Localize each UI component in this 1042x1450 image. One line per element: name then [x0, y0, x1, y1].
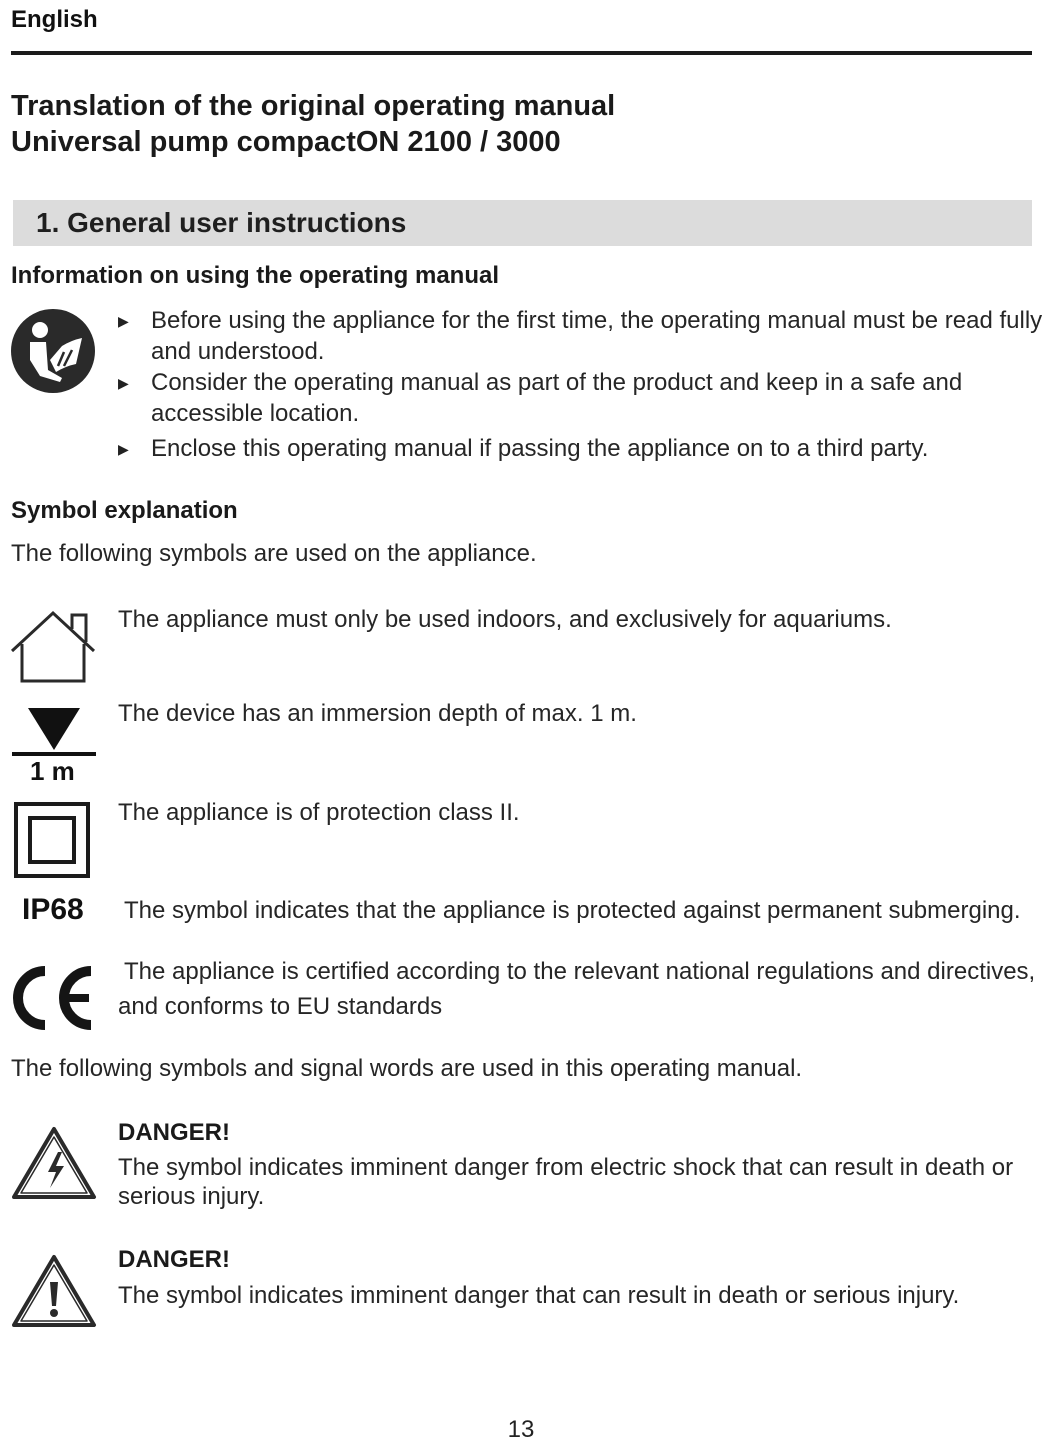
- symbol-description: The appliance is of protection class II.: [118, 799, 520, 826]
- symbol-description: The appliance is certified according to the relevant national regulations and directives,: [124, 958, 1036, 985]
- danger-label: DANGER!: [118, 1246, 230, 1273]
- danger-description: The symbol indicates imminent danger from electric shock that can result in death or: [118, 1154, 1014, 1181]
- symbol-description: The appliance must only be used indoors, and exclusively for aquariums.: [118, 606, 892, 633]
- symbols-intro: The following symbols are used on the appliance.: [11, 540, 537, 567]
- symbol-description: The symbol indicates that the appliance is protected against permanent submerging.: [124, 897, 1021, 924]
- bullet-marker: ▶: [118, 375, 129, 391]
- electric-shock-warning-icon: [12, 1126, 96, 1200]
- ip68-label: IP68: [22, 893, 84, 926]
- symbol-explanation-heading: Symbol explanation: [11, 497, 238, 524]
- bullet-text: Before using the appliance for the first time, the operating manual must be read fully: [151, 307, 1042, 334]
- document-title: Translation of the original operating manual: [11, 90, 616, 122]
- protection-class-ii-icon: [14, 802, 90, 878]
- bullet-marker: ▶: [118, 441, 129, 457]
- manual-info-heading: Information on using the operating manual: [11, 262, 500, 289]
- signal-words-intro: The following symbols and signal words are used in this operating manual.: [11, 1055, 803, 1082]
- read-manual-icon: [10, 308, 96, 394]
- product-title: Universal pump compactON 2100 / 3000: [11, 126, 561, 158]
- immersion-depth-label: 1 m: [30, 756, 75, 786]
- language-label: English: [11, 6, 98, 33]
- ce-mark-icon: [11, 965, 97, 1031]
- header-divider: [11, 51, 1032, 55]
- house-icon: [10, 611, 96, 683]
- bullet-text: accessible location.: [151, 400, 360, 427]
- page-number: 13: [507, 1416, 535, 1443]
- immersion-depth-icon: [12, 706, 96, 756]
- danger-description: The symbol indicates imminent danger that can result in death or serious injury.: [118, 1282, 960, 1309]
- danger-label: DANGER!: [118, 1119, 230, 1146]
- bullet-text: and understood.: [151, 338, 325, 365]
- bullet-marker: ▶: [118, 313, 129, 329]
- danger-description: serious injury.: [118, 1183, 265, 1210]
- symbol-description: and conforms to EU standards: [118, 993, 443, 1020]
- bullet-text: Enclose this operating manual if passing the appliance on to a third party.: [151, 435, 929, 462]
- general-warning-icon: [12, 1254, 96, 1328]
- section-heading: 1. General user instructions: [36, 207, 407, 238]
- symbol-description: The device has an immersion depth of max. 1 m.: [118, 700, 637, 727]
- bullet-text: Consider the operating manual as part of the product and keep in a safe and: [151, 369, 963, 396]
